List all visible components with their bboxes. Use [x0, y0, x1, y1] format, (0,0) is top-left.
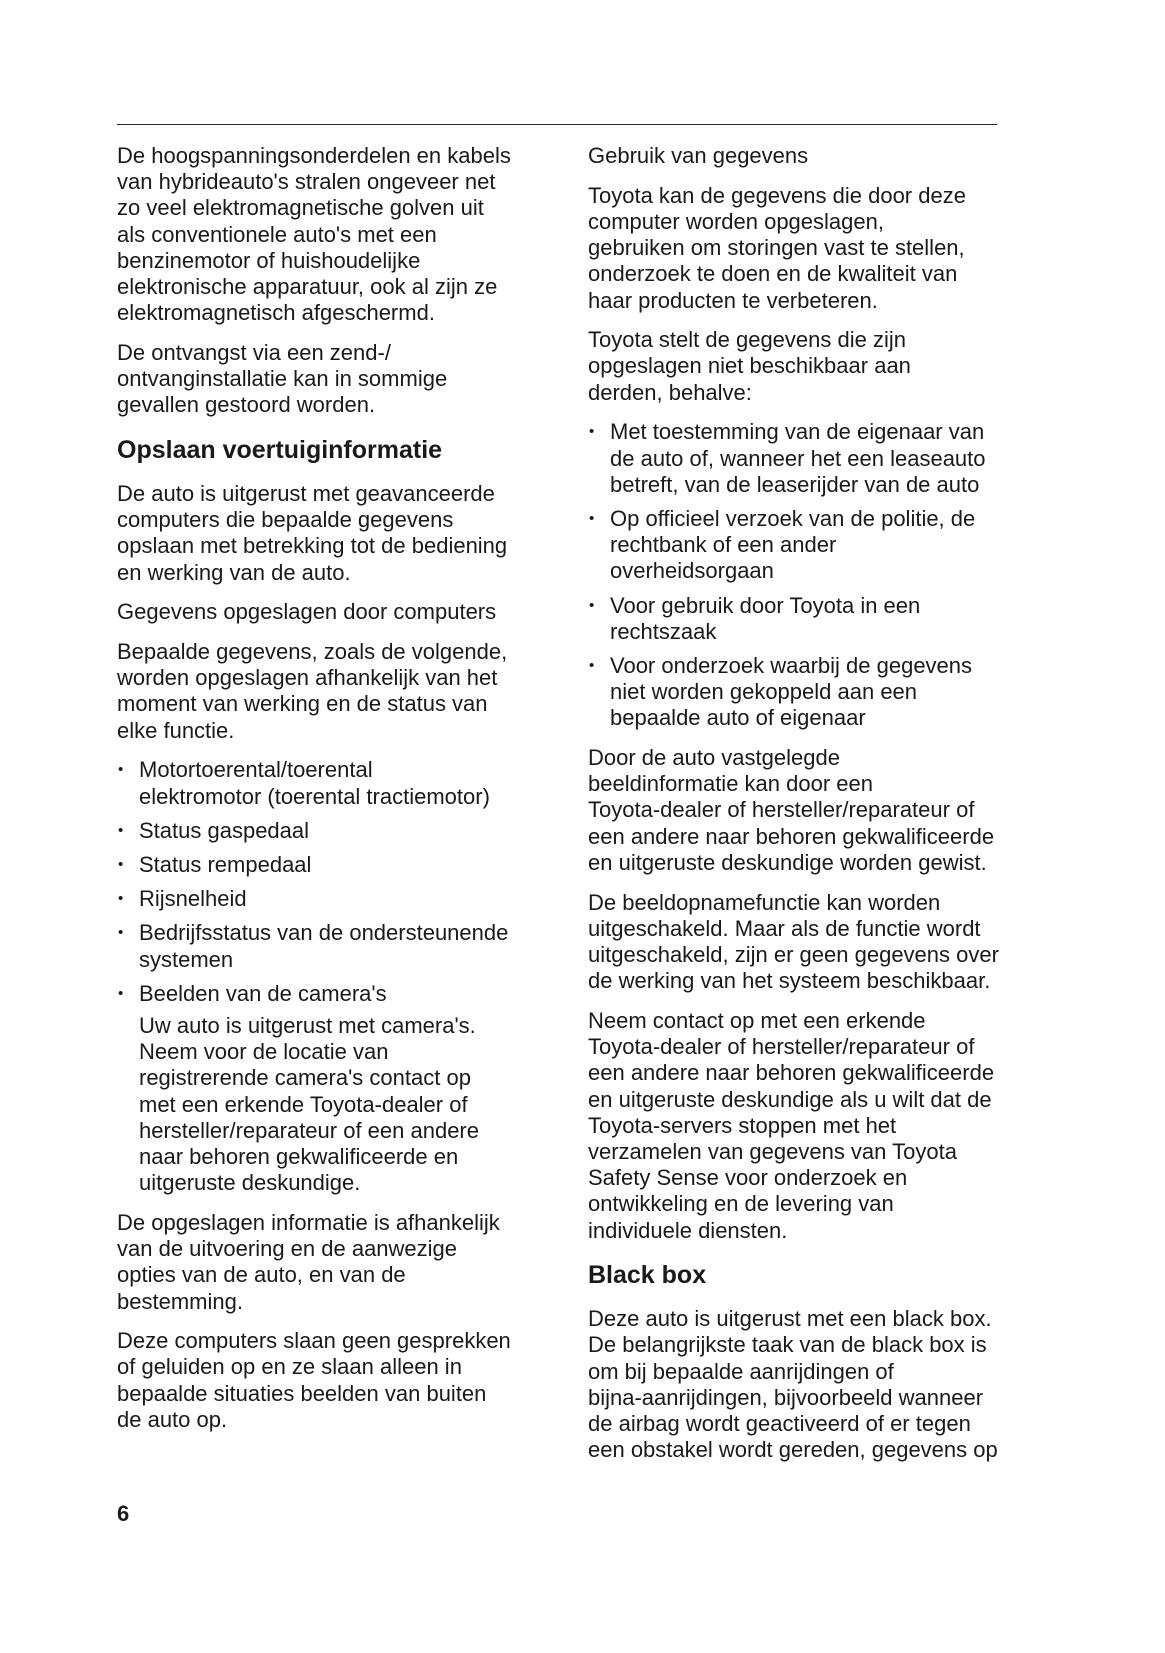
- paragraph: [117, 481, 557, 586]
- paragraph: [588, 1306, 1058, 1463]
- text-line: De ontvangst via een zend-/: [117, 339, 391, 365]
- text-line: Deze auto is uitgerust met een black box.: [588, 1306, 992, 1332]
- bullet-item: [117, 981, 557, 1197]
- bullet-item: [588, 653, 1058, 732]
- text-line: moment van werking en de status van: [117, 691, 488, 717]
- bullet-item: [117, 818, 557, 844]
- text-line: benzinemotor of huishoudelijke: [117, 247, 421, 273]
- bullet-item: [588, 593, 1058, 645]
- bullet-note: [139, 1013, 557, 1196]
- text-line: Gebruik van gegevens: [588, 143, 809, 168]
- paragraph: [117, 340, 557, 419]
- text-line: Status gaspedaal: [139, 817, 310, 843]
- text-line: Neem voor de locatie van: [139, 1039, 389, 1065]
- text-line: De belangrijkste taak van de black box is: [588, 1332, 987, 1358]
- text-line: Motortoerental/toerental: [139, 757, 373, 783]
- text-line: gebruiken om storingen vast te stellen,: [588, 235, 965, 261]
- right-column: [588, 143, 1058, 1477]
- bullet-item: [117, 852, 557, 878]
- text-line: en uitgeruste deskundige als u wilt dat de: [588, 1086, 992, 1112]
- bullet-dot-icon: •: [118, 924, 124, 942]
- text-line: overheidsorgaan: [610, 558, 774, 584]
- text-line: rechtszaak: [610, 618, 717, 644]
- text-line: Deze computers slaan geen gesprekken: [117, 1328, 511, 1354]
- text-line: of geluiden op en ze slaan alleen in: [117, 1354, 462, 1380]
- text-line: een obstakel wordt gereden, gegevens op: [588, 1437, 998, 1463]
- bullet-dot-icon: •: [589, 656, 595, 674]
- text-line: uitgeruste deskundige.: [139, 1170, 361, 1196]
- text-line: om bij bepaalde aanrijdingen of: [588, 1358, 894, 1384]
- text-line: bestemming.: [117, 1288, 243, 1314]
- text-line: ontwikkeling en de levering van: [588, 1191, 894, 1217]
- text-line: De hoogspanningsonderdelen en kabels: [117, 143, 511, 168]
- text-line: betreft, van de leaserijder van de auto: [610, 471, 980, 497]
- text-line: Gegevens opgeslagen door computers: [117, 599, 497, 625]
- bullet-dot-icon: •: [118, 984, 124, 1002]
- bullet-dot-icon: •: [589, 596, 595, 614]
- text-line: Voor gebruik door Toyota in een: [610, 592, 921, 618]
- text-line: registrerende camera's contact op: [139, 1065, 471, 1091]
- text-line: de auto of, wanneer het een leaseauto: [610, 445, 986, 471]
- left-column: [117, 143, 557, 1447]
- text-line: De auto is uitgerust met geavanceerde: [117, 481, 495, 507]
- text-line: rechtbank of een ander: [610, 532, 837, 558]
- bullet-dot-icon: •: [118, 855, 124, 873]
- text-line: Op officieel verzoek van de politie, de: [610, 505, 976, 531]
- text-line: Toyota-dealer of hersteller/reparateur of: [588, 797, 975, 823]
- text-line: Neem contact op met een erkende: [588, 1007, 926, 1033]
- text-line: Toyota-dealer of hersteller/reparateur of: [588, 1034, 975, 1060]
- bullet-item: [588, 506, 1058, 585]
- text-line: Toyota-servers stoppen met het: [588, 1112, 897, 1138]
- paragraph: [117, 599, 557, 625]
- paragraph: [588, 1008, 1058, 1244]
- text-line: computers die bepaalde gegevens: [117, 507, 454, 533]
- text-line: systemen: [139, 946, 234, 972]
- bullet-dot-icon: •: [589, 423, 595, 441]
- bullet-item: [588, 419, 1058, 498]
- paragraph: [117, 1328, 557, 1433]
- text-line: bijna-aanrijdingen, bijvoorbeeld wanneer: [588, 1384, 984, 1410]
- paragraph: [117, 143, 557, 326]
- text-line: Rijsnelheid: [139, 886, 247, 912]
- text-line: uitgeschakeld, zijn er geen gegevens over: [588, 941, 999, 967]
- text-line: computer worden opgeslagen,: [588, 208, 884, 234]
- text-line: als conventionele auto's met een: [117, 221, 437, 247]
- paragraph: [588, 327, 1058, 406]
- bullet-item: [117, 886, 557, 912]
- bullet-dot-icon: •: [118, 821, 124, 839]
- text-line: en werking van de auto.: [117, 559, 351, 585]
- text-line: met een erkende Toyota-dealer of: [139, 1091, 468, 1117]
- text-line: Bedrijfsstatus van de ondersteunende: [139, 920, 509, 946]
- bullet-dot-icon: •: [118, 890, 124, 908]
- text-line: elektromotor (toerental tractiemotor): [139, 783, 490, 809]
- text-line: en uitgeruste deskundige worden gewist.: [588, 849, 987, 875]
- text-line: bepaalde auto of eigenaar: [610, 705, 866, 731]
- text-line: onderzoek te doen en de kwaliteit van: [588, 261, 958, 287]
- text-line: gevallen gestoord worden.: [117, 392, 376, 418]
- text-line: Voor onderzoek waarbij de gegevens: [610, 652, 973, 678]
- bullet-dot-icon: •: [118, 761, 124, 779]
- bullet-dot-icon: •: [589, 509, 595, 527]
- text-line: naar behoren gekwalificeerde en: [139, 1144, 459, 1169]
- text-line: uitgeschakeld. Maar als de functie wordt: [588, 915, 981, 941]
- text-line: van de uitvoering en de aanwezige: [117, 1236, 458, 1262]
- text-line: elke functie.: [117, 717, 235, 743]
- text-line: een andere naar behoren gekwalificeerde: [588, 823, 995, 849]
- text-line: hersteller/reparateur of een andere: [139, 1117, 479, 1143]
- text-line: elektronische apparatuur, ook al zijn ze: [117, 274, 498, 300]
- text-line: opgeslagen niet beschikbaar aan: [588, 353, 911, 379]
- text-line: Bepaalde gegevens, zoals de volgende,: [117, 639, 508, 665]
- paragraph: [588, 745, 1058, 876]
- text-line: Safety Sense voor onderzoek en: [588, 1165, 908, 1191]
- text-line: derden, behalve:: [588, 379, 752, 405]
- text-line: individuele diensten.: [588, 1217, 788, 1243]
- page-number: 6: [117, 1501, 130, 1526]
- bullet-list: [588, 419, 1058, 731]
- text-line: beeldinformatie kan door een: [588, 771, 873, 797]
- text-line: een andere naar behoren gekwalificeerde: [588, 1060, 995, 1086]
- text-line: worden opgeslagen afhankelijk van het: [117, 665, 498, 691]
- text-line: de werking van het systeem beschikbaar.: [588, 968, 991, 994]
- text-line: elektromagnetisch afgeschermd.: [117, 300, 435, 326]
- text-line: de airbag wordt geactiveerd of er tegen: [588, 1411, 971, 1437]
- paragraph: [588, 143, 1058, 169]
- text-line: Toyota stelt de gegevens die zijn: [588, 327, 906, 353]
- text-line: opties van de auto, en van de: [117, 1262, 406, 1288]
- section-heading: Black box: [588, 1261, 707, 1290]
- text-line: niet worden gekoppeld aan een: [610, 679, 918, 705]
- text-line: Met toestemming van de eigenaar van: [610, 419, 985, 445]
- text-line: zo veel elektromagnetische golven uit: [117, 195, 484, 221]
- text-line: ontvanginstallatie kan in sommige: [117, 366, 448, 392]
- text-line: De beeldopnamefunctie kan worden: [588, 889, 941, 915]
- bullet-item: [117, 757, 557, 809]
- text-line: verzamelen van gegevens van Toyota: [588, 1138, 957, 1164]
- text-line: De opgeslagen informatie is afhankelijk: [117, 1209, 500, 1235]
- text-line: Door de auto vastgelegde: [588, 745, 840, 771]
- paragraph: [117, 1210, 557, 1315]
- paragraph: [588, 183, 1058, 314]
- text-line: Status rempedaal: [139, 851, 312, 877]
- section-heading: Opslaan voertuiginformatie: [117, 436, 443, 465]
- text-line: haar producten te verbeteren.: [588, 287, 878, 313]
- text-line: de auto op.: [117, 1406, 228, 1432]
- bullet-item: [117, 920, 557, 972]
- text-line: bepaalde situaties beelden van buiten: [117, 1380, 487, 1406]
- text-line: Beelden van de camera's: [139, 980, 387, 1006]
- bullet-list: [117, 757, 557, 1196]
- text-line: Uw auto is uitgerust met camera's.: [139, 1012, 476, 1038]
- text-line: van hybrideauto's stralen ongeveer net: [117, 169, 496, 195]
- header-rule: [117, 124, 997, 125]
- text-line: Toyota kan de gegevens die door deze: [588, 182, 966, 208]
- paragraph: [117, 639, 557, 744]
- paragraph: [588, 890, 1058, 995]
- text-line: opslaan met betrekking tot de bediening: [117, 533, 508, 559]
